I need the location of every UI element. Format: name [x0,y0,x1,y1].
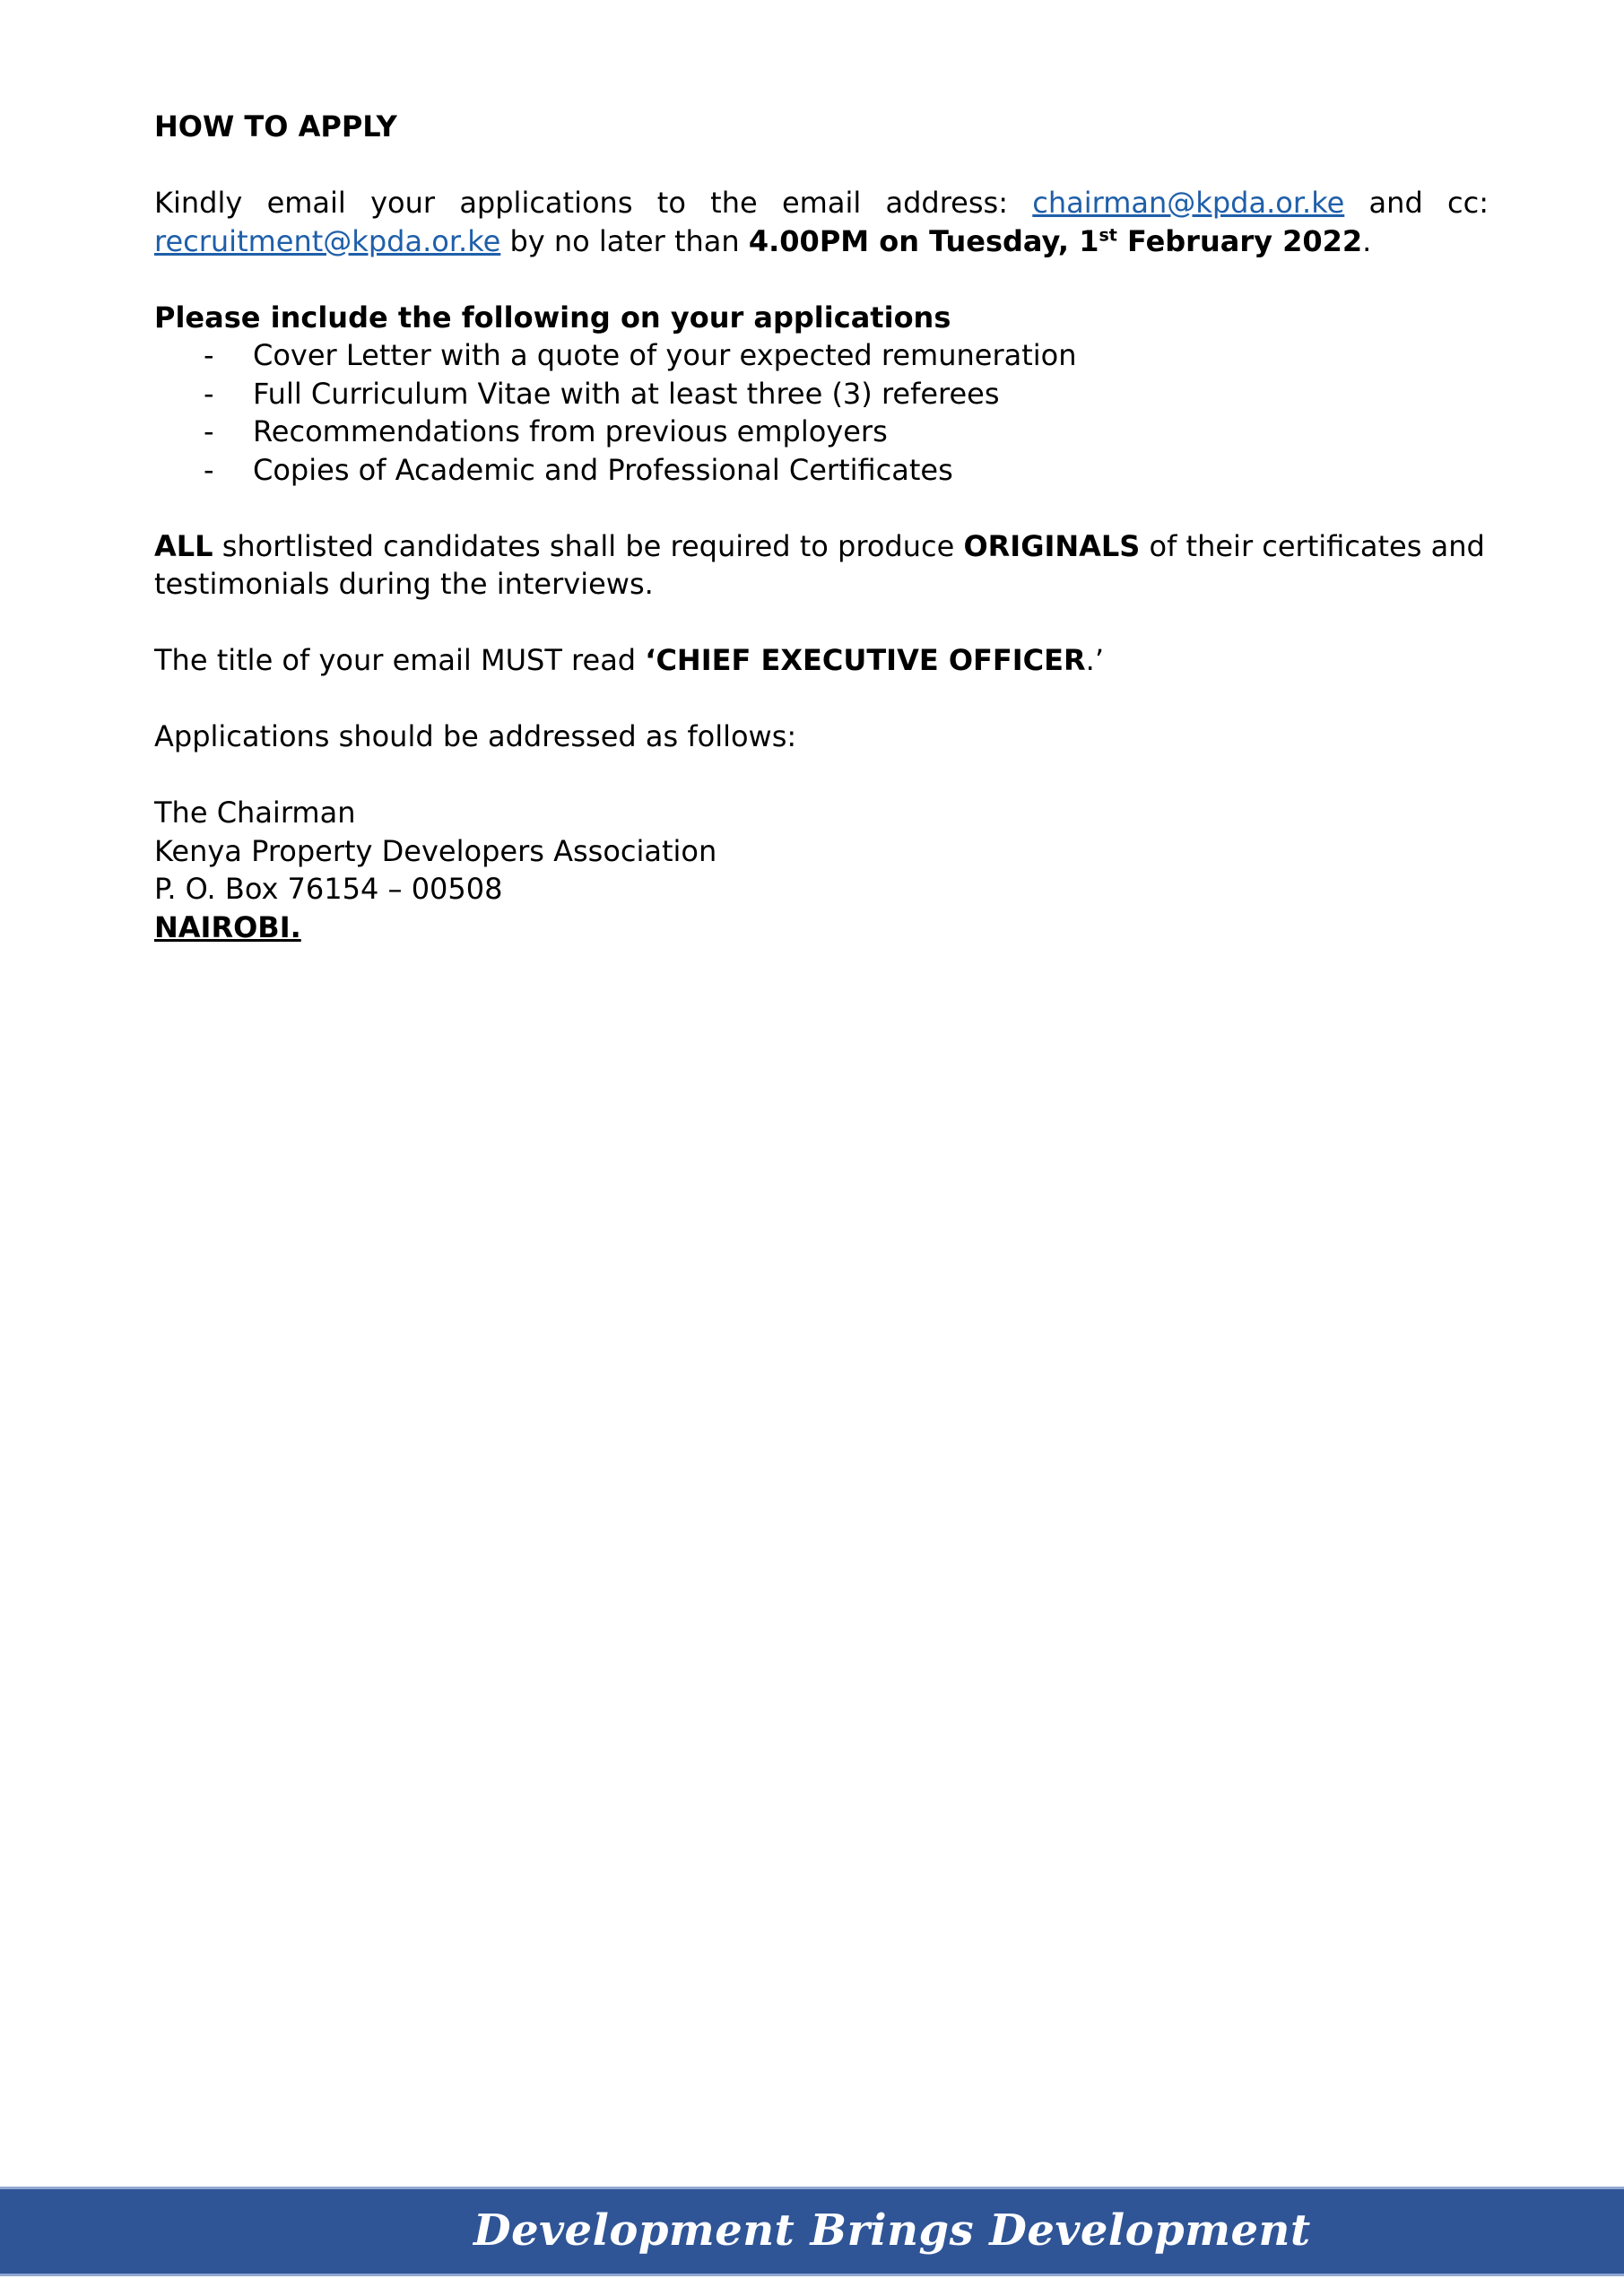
originals-text-b: of their certificates and testimonials during the interviews. [154,528,1485,601]
originals-word: ORIGINALS [963,528,1141,563]
list-bullet: - [204,338,214,372]
list-item [154,451,1489,490]
email-title-text-b: .’ [1085,643,1104,677]
requirements-heading: Please include the following on your applications [154,300,951,335]
list-item [154,375,1489,413]
intro-text-2: and cc: [1344,186,1489,220]
originals-text-a: shortlisted candidates shall be required to produce [213,528,964,563]
footer-tagline: Development Brings Development [473,2205,1311,2256]
recruitment-email-link[interactable]: recruitment@kpda.or.ke [154,223,501,258]
chairman-email-link[interactable]: chairman@kpda.or.ke [1032,186,1345,220]
intro-period: . [1362,223,1372,258]
intro-paragraph [154,184,1489,260]
spacer [154,489,1489,527]
list-bullet: - [204,452,214,487]
address-line-organization: Kenya Property Developers Association [154,833,717,868]
address-line-po-box: P. O. Box 76154 – 00508 [154,872,503,906]
deadline-ordinal-suffix: st [1099,224,1117,245]
intro-text-3: by no later than [500,223,749,258]
document-body [154,108,1489,946]
address-intro: Applications should be addressed as follows: [154,719,797,753]
list-item-text: Full Curriculum Vitae with at least three (3) referees [253,376,1000,411]
intro-text-1: Kindly email your applications to the email address: [154,186,1033,220]
deadline-text-b: February 2022 [1116,223,1363,258]
email-title-paragraph [154,641,1489,680]
list-item [154,336,1489,375]
spacer [154,756,1489,795]
deadline-text-a: 4.00PM on Tuesday, 1 [748,223,1099,258]
originals-paragraph [154,527,1489,604]
list-item-text: Copies of Academic and Professional Certificates [253,452,953,487]
spacer [154,604,1489,642]
footer-banner [0,2187,1624,2276]
list-bullet: - [204,414,214,448]
list-item [154,413,1489,451]
originals-all: ALL [154,528,213,563]
spacer [154,146,1489,185]
address-line-city: NAIROBI. [154,909,301,944]
list-bullet: - [204,376,214,411]
email-title-quote-open: ‘ [645,643,656,677]
section-heading: HOW TO APPLY [154,109,397,144]
email-title-text-a: The title of your email MUST read [154,643,646,677]
list-item-text: Recommendations from previous employers [253,414,888,448]
spacer [154,680,1489,718]
spacer [154,260,1489,299]
mailing-address [154,794,1489,946]
list-item-text: Cover Letter with a quote of your expected remuneration [253,338,1077,372]
email-title-required: CHIEF EXECUTIVE OFFICER [656,643,1086,677]
address-line-recipient: The Chairman [154,796,356,830]
requirements-list [154,336,1489,489]
